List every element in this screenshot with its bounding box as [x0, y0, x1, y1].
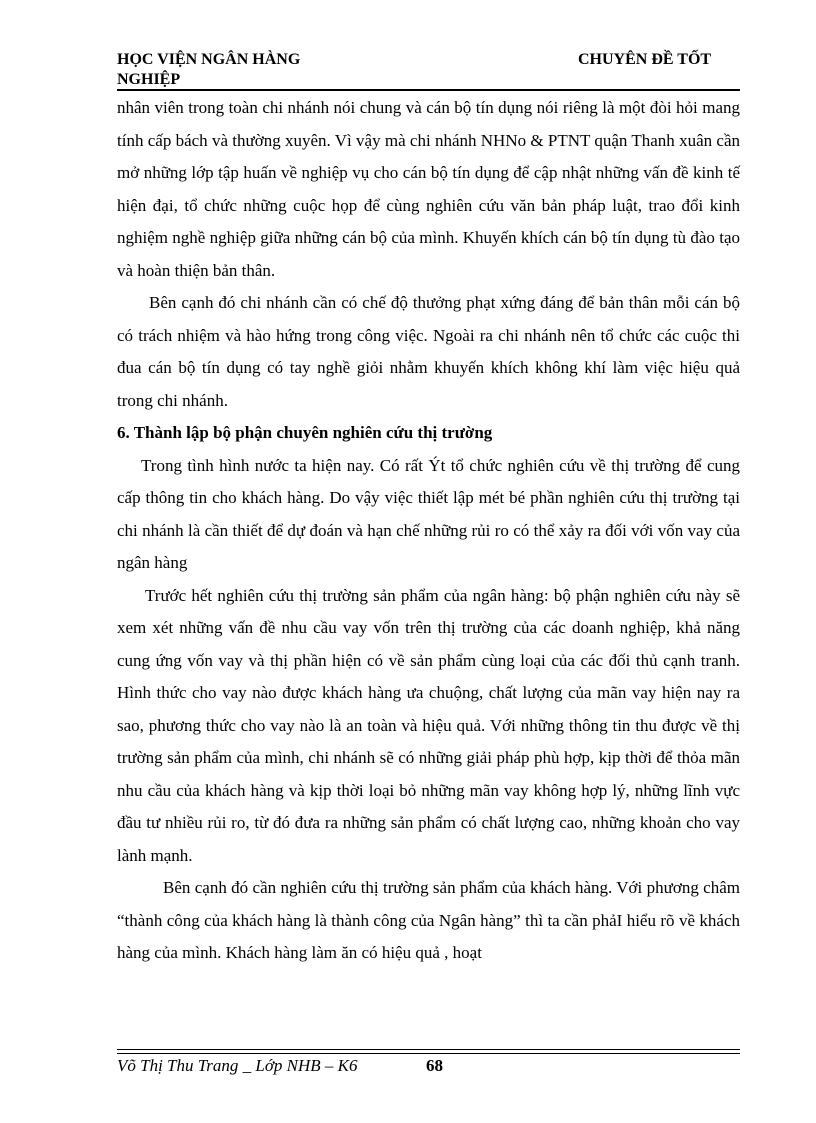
- paragraph-reward-policy: Bên cạnh đó chi nhánh cần có chế độ thưởng phạt xứng đáng để bản thân mỗi cán bộ có trách nhiệm và hào hứng trong công việc. Ngoài ra chi nhánh nên tổ chức các cuộc thi đua cán bộ tín dụng có tay nghề giỏi nhằm khuyến khích không khí làm việc hiệu quả trong chi nhánh.: [117, 293, 740, 410]
- header-institution: HỌC VIỆN NGÂN HÀNG: [117, 51, 301, 68]
- paragraph-bank-product-research: Trước hết nghiên cứu thị trường sản phẩm của ngân hàng: bộ phận nghiên cứu này sẽ xem xét những vấn đề nhu cầu vay vốn trên thị trường của các doanh nghiệp, khả năng cung ứng vốn vay và thị phần hiện có về sản phẩm cùng loại của các đối thủ cạnh tranh. Hình thức cho vay nào được khách hàng ưa chuộng, chất lượng của mãn vay hiện nay ra sao, phương thức cho vay nào là an toàn và hiệu quả. Với những thông tin thu được về thị trường sản phẩm của mình, chi nhánh sẽ có những giải pháp phù hợp, kịp thời để thỏa mãn nhu cầu của khách hàng và kịp thời loại bỏ những mãn vay không hợp lý, những lĩnh vực đầu tư nhiều rủi ro, từ đó đưa ra những sản phẩm có chất lượng cao, những khoản cho vay lành mạnh.: [117, 585, 740, 865]
- section-heading: 6. Thành lập bộ phận chuyên nghiên cứu thị trường: [117, 423, 493, 442]
- header-document-type: CHUYÊN ĐỀ TỐT: [578, 51, 712, 68]
- footer-rule: [117, 1049, 740, 1054]
- paragraph-market-research-intro: Trong tình hình nước ta hiện nay. Có rất Ýt tổ chức nghiên cứu về thị trường để cung cấp thông tin cho khách hàng. Do vậy việc thiết lập mét bé phần nghiên cứu thị trường tại chi nhánh là cần thiết để dự đoán và hạn chế những rủi ro có thể xảy ra đối với vốn vay của ngân hàng: [117, 455, 740, 572]
- paragraph-staff-training: nhân viên trong toàn chi nhánh nói chung và cán bộ tín dụng nói riêng là một đòi hỏi mang tính cấp bách và thường xuyên. Vì vậy mà chi nhánh NHNo & PTNT quận Thanh xuân cần mở những lớp tập huấn về nghiệp vụ cho cán bộ tín dụng để cập nhật những vấn đề kinh tế hiện đại, tổ chức những cuộc họp để cùng nghiên cứu văn bản pháp luật, trao đổi kinh nghiệm nghề nghiệp giữa những cán bộ của mình. Khuyến khích cán bộ tín dụng tù đào tạo và hoàn thiện bản thân.: [117, 98, 740, 280]
- document-body: [117, 92, 740, 970]
- paragraph-customer-research: Bên cạnh đó cần nghiên cứu thị trường sản phẩm của khách hàng. Với phương châm “thành công của khách hàng là thành công của Ngân hàng” thì ta cần phảI hiểu rõ về khách hàng của mình. Khách hàng làm ăn có hiệu quả , hoạt: [117, 878, 740, 962]
- header-document-type-continuation: NGHIỆP: [117, 71, 181, 88]
- footer-author: Võ Thị Thu Trang _ Lớp NHB – K6: [117, 1056, 358, 1075]
- page-number: 68: [426, 1056, 443, 1075]
